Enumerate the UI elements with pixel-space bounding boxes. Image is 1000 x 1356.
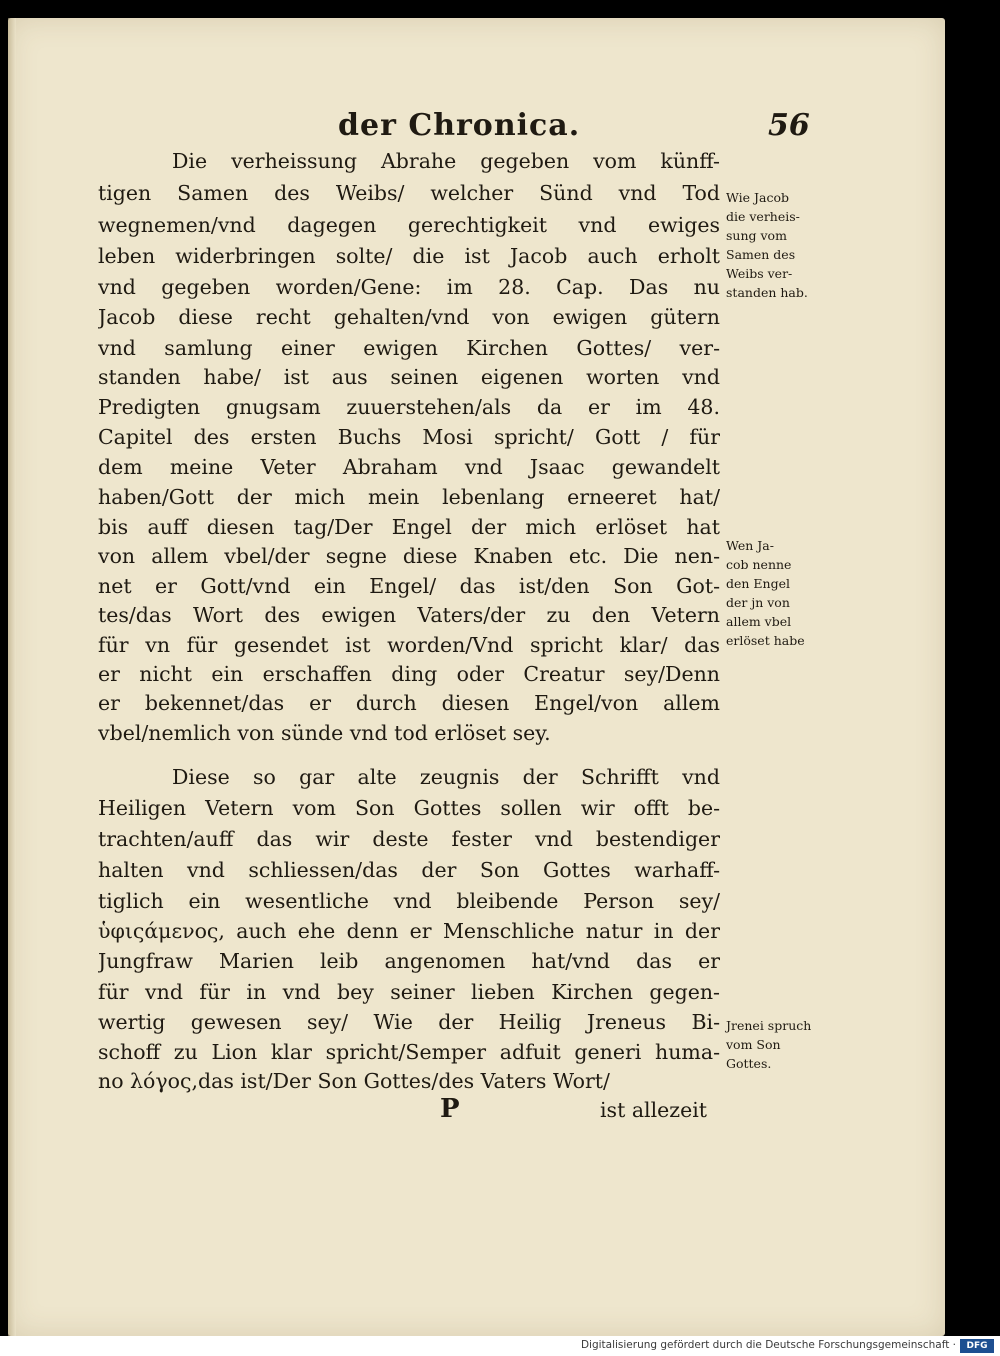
margin-note-line: Wie Jacob bbox=[726, 190, 789, 205]
margin-note-line: der jn von bbox=[726, 595, 790, 610]
margin-note-line: vom Son bbox=[726, 1037, 781, 1052]
text-line: dem meine Veter Abraham vnd Jsaac gewandelt bbox=[98, 455, 720, 479]
text-line: net er Gott/vnd ein Engel/ das ist/den Son Got- bbox=[98, 574, 720, 598]
running-head bbox=[0, 108, 1000, 148]
text-line: er nicht ein erschaffen ding oder Creatur sey/Denn bbox=[98, 662, 720, 686]
margin-note-engel bbox=[726, 536, 850, 650]
text-line: wegnemen/vnd dagegen gerechtigkeit vnd ewiges bbox=[98, 213, 720, 237]
text-line: Capitel des ersten Buchs Mosi spricht/ Gott / für bbox=[98, 425, 720, 449]
margin-note-line: den Engel bbox=[726, 576, 790, 591]
dfg-logo: DFG bbox=[960, 1339, 994, 1353]
text-line: tes/das Wort des ewigen Vaters/der zu den Vetern bbox=[98, 603, 720, 627]
page-number: 56 bbox=[768, 108, 810, 143]
text-line: leben widerbringen solte/ die ist Jacob auch erholt bbox=[98, 244, 720, 268]
text-line: trachten/auff das wir deste fester vnd bestendiger bbox=[98, 827, 720, 851]
text-line: von allem vbel/der segne diese Knaben etc. Die nen- bbox=[98, 544, 720, 568]
margin-note-line: allem vbel bbox=[726, 614, 792, 629]
margin-note-line: erlöset habe bbox=[726, 633, 805, 648]
margin-note-line: die verheis- bbox=[726, 209, 800, 224]
signature-mark: P bbox=[440, 1094, 460, 1124]
text-line: für vnd für in vnd bey seiner lieben Kirchen gegen- bbox=[98, 980, 720, 1004]
margin-note-line: cob nenne bbox=[726, 557, 792, 572]
text-line: standen habe/ ist aus seinen eigenen worten vnd bbox=[98, 365, 720, 389]
text-line: no λόγος,das ist/Der Son Gottes/des Vaters Wort/ bbox=[98, 1069, 610, 1093]
text-line: tigen Samen des Weibs/ welcher Sünd vnd Tod bbox=[98, 181, 720, 205]
text-line: Heiligen Vetern vom Son Gottes sollen wir offt be- bbox=[98, 796, 720, 820]
margin-note-line: sung vom bbox=[726, 228, 787, 243]
margin-note-jacob bbox=[726, 188, 850, 302]
page-gutter-shadow bbox=[8, 18, 16, 1336]
running-title: der Chronica. bbox=[338, 108, 581, 143]
text-line: Die verheissung Abrahe gegeben vom künff- bbox=[172, 149, 720, 173]
text-line: Predigten gnugsam zuuerstehen/als da er im 48. bbox=[98, 395, 720, 419]
text-line: haben/Gott der mich mein lebenlang erneeret hat/ bbox=[98, 485, 720, 509]
text-line: schoff zu Lion klar spricht/Semper adfuit generi huma- bbox=[98, 1040, 720, 1064]
text-line: bis auff diesen tag/Der Engel der mich erlöset hat bbox=[98, 515, 720, 539]
text-line: Diese so gar alte zeugnis der Schrifft vnd bbox=[172, 765, 720, 789]
funding-credit: Digitalisierung gefördert durch die Deutsche Forschungsgemeinschaft · bbox=[580, 1339, 956, 1351]
margin-note-line: Jrenei spruch bbox=[726, 1018, 812, 1033]
text-line: Jungfraw Marien leib angenomen hat/vnd das er bbox=[98, 949, 720, 973]
margin-note-line: standen hab. bbox=[726, 285, 808, 300]
margin-note-line: Wen Ja- bbox=[726, 538, 774, 553]
footer-bar bbox=[0, 1336, 1000, 1356]
text-line: vbel/nemlich von sünde vnd tod erlöset sey. bbox=[98, 721, 551, 745]
text-line: ὑφιςάμενος, auch ehe denn er Menschliche natur in der bbox=[98, 919, 720, 943]
text-line: Jacob diese recht gehalten/vnd von ewigen gütern bbox=[98, 305, 720, 329]
catchword: ist allezeit bbox=[600, 1098, 708, 1122]
text-line: für vn für gesendet ist worden/Vnd spricht klar/ das bbox=[98, 633, 720, 657]
text-line: halten vnd schliessen/das der Son Gottes warhaff- bbox=[98, 858, 720, 882]
text-line: vnd gegeben worden/Gene: im 28. Cap. Das nu bbox=[98, 275, 720, 299]
margin-note-line: Samen des bbox=[726, 247, 796, 262]
text-line: tiglich ein wesentliche vnd bleibende Person sey/ bbox=[98, 889, 720, 913]
text-line: wertig gewesen sey/ Wie der Heilig Jreneus Bi- bbox=[98, 1010, 720, 1034]
margin-note-line: Gottes. bbox=[726, 1056, 772, 1071]
margin-note-line: Weibs ver- bbox=[726, 266, 793, 281]
margin-note-irenaeus bbox=[726, 1016, 850, 1073]
text-line: er bekennet/das er durch diesen Engel/von allem bbox=[98, 691, 720, 715]
text-line: vnd samlung einer ewigen Kirchen Gottes/ ver- bbox=[98, 336, 720, 360]
